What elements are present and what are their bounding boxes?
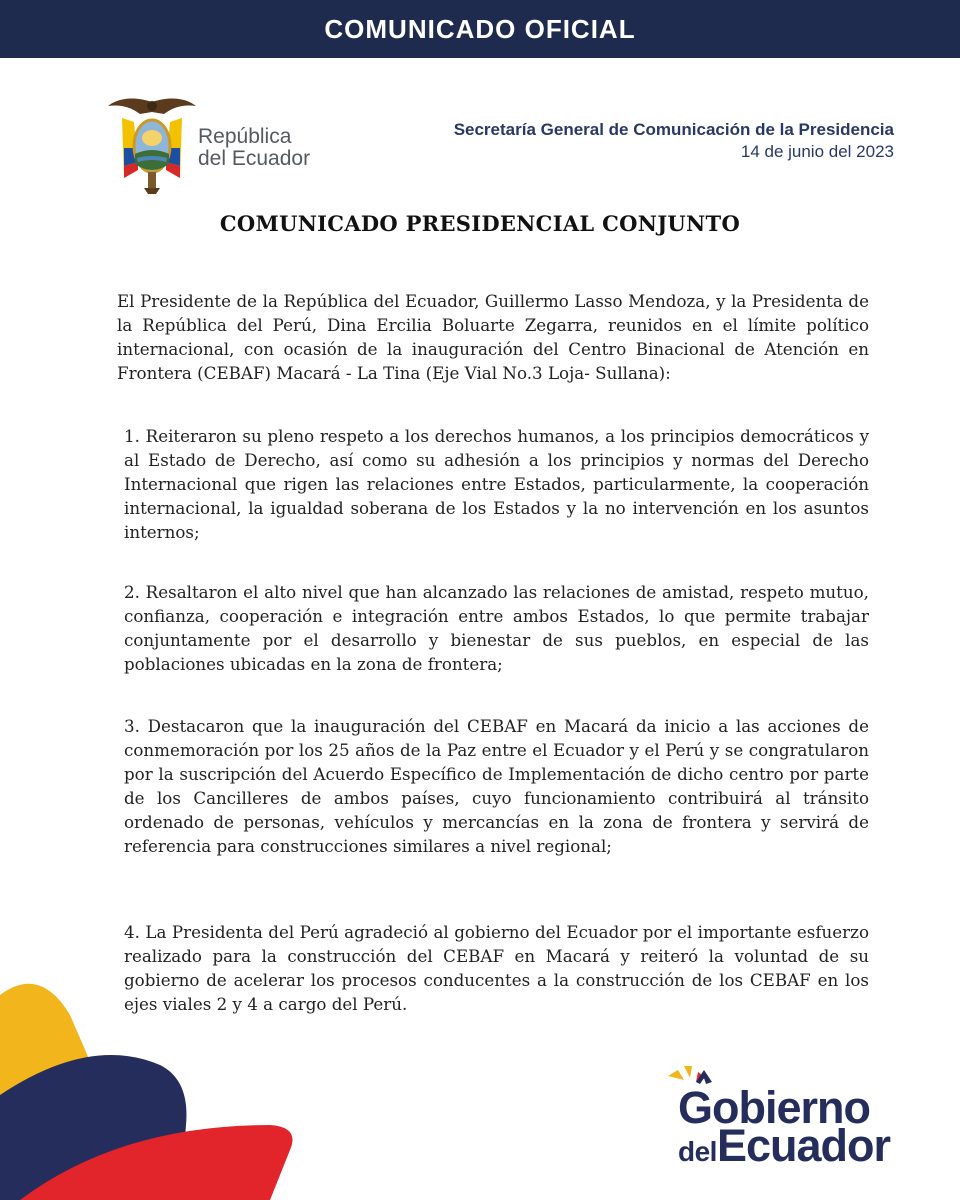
document-title: COMUNICADO PRESIDENCIAL CONJUNTO — [219, 211, 741, 236]
list-item: 3. Destacaron que la inauguración del CEBAF en Macará da inicio a las acciones de conmemoración por los 25 años de la Paz entre el Ecuador y el Perú y se congratularon por la suscripción del Acuerdo Específico de Implementación de dicho centro por parte de los Cancilleres de ambos países, cuyo funcionamiento contribuirá al tránsito ordenado de personas, vehículos y mercancías en la zona de frontera y servirá de referencia para construcciones similares a nivel regional; — [124, 716, 869, 856]
del-wordmark: del — [678, 1136, 717, 1167]
republic-line-2: del Ecuador — [198, 147, 311, 170]
issue-date: 14 de junio del 2023 — [740, 142, 894, 161]
banner-title: COMUNICADO OFICIAL — [324, 13, 636, 44]
ecuador-word: Ecuador — [716, 1120, 891, 1171]
intro-paragraph: El Presidente de la República del Ecuador, Guillermo Lasso Mendoza, y la Presidenta de la República del Perú, Dina Ercilia Boluarte Zegarra, reunidos en el límite político internacional, con ocasión de la inauguración del Centro Binacional de Atención en Frontera (CEBAF) Macará - La Tina (Eje Vial No.3 Loja- Sullana): — [117, 291, 869, 383]
gobierno-wordmark: Gobierno — [678, 1082, 870, 1133]
list-item: 2. Resaltaron el alto nivel que han alcanzado las relaciones de amistad, respeto mutuo, confianza, cooperación e integración entre ambos Estados, lo que permite trabajar conjuntamente por el desarrollo y bienestar de sus pueblos, en especial de las poblaciones ubicadas en la zona de frontera; — [124, 582, 869, 674]
issuer-organization: Secretaría General de Comunicación de la Presidencia — [453, 120, 894, 139]
ecuador-wordmark — [678, 1120, 890, 1172]
list-item: 4. La Presidenta del Perú agradeció al gobierno del Ecuador por el importante esfuerzo realizado para la construcción del CEBAF en Macará y reiteró la voluntad de su gobierno de acelerar los procesos conducentes a la construcción de los CEBAF en los ejes viales 2 y 4 a cargo del Perú. — [124, 922, 869, 1014]
decorative-corner-shapes — [0, 975, 300, 1200]
republic-name — [198, 126, 310, 170]
issuer-block — [454, 120, 894, 162]
republic-line-1: República — [198, 125, 292, 148]
top-banner — [0, 0, 960, 58]
coat-of-arms-icon — [104, 92, 200, 196]
list-item: 1. Reiteraron su pleno respeto a los derechos humanos, a los principios democráticos y al Estado de Derecho, así como su adhesión a los principios y normas del Derecho Internacional que rigen las relaciones entre Estados, particularmente, la cooperación internacional, la igualdad soberana de los Estados y la no intervención en los asuntos internos; — [124, 426, 869, 542]
